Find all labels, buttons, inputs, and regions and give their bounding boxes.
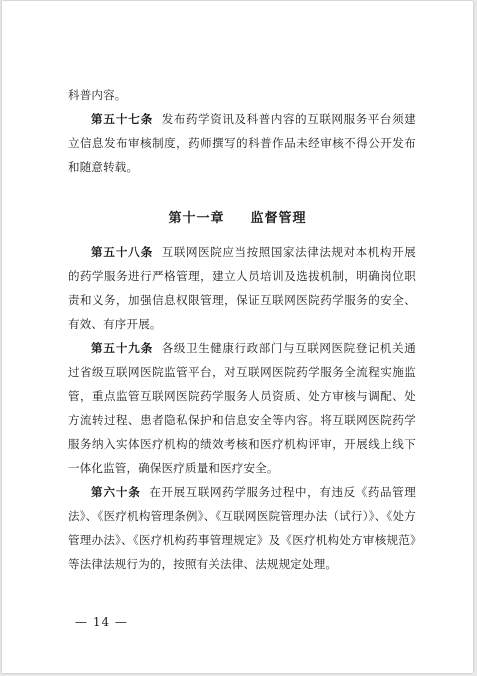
article-59 (68, 336, 416, 480)
article-60-text: 在开展互联网药学服务过程中，有违反《药品管理法》、《医疗机构管理条例》、《互联网医院管理办法（试行）》、《处方管理办法》、《医疗机构药事管理规定》及《医疗机构处方审核规范》等法律法规行为的，按照有关法律、法规规定处理。 (68, 485, 416, 571)
article-57-label: 第五十七条 (91, 112, 154, 126)
document-page (2, 1, 473, 673)
article-58 (68, 240, 416, 336)
article-60 (68, 480, 416, 576)
article-59-text: 各级卫生健康行政部门与互联网医院登记机关通过省级互联网医院监管平台，对互联网医院药学服务全流程实施监管，重点监管互联网医院药学服务人员资质、处方审核与调配、处方流转过程、患者隐私保护和信息安全等内容。将互联网医院药学服务纳入实体医疗机构的绩效考核和医疗机构评审，开展线上线下一体化监管，确保医疗质量和医疗安全。 (68, 341, 417, 475)
text-block-main (68, 240, 416, 576)
page-number: — 14 — (75, 615, 128, 629)
article-57 (68, 107, 416, 179)
article-57-text: 发布药学资讯及科普内容的互联网服务平台须建立信息发布审核制度，药师撰写的科普作品未经审核不得公开发布和随意转载。 (68, 112, 417, 174)
article-58-label: 第五十八条 (91, 245, 154, 259)
chapter-number: 第十一章 (168, 211, 225, 226)
chapter-title: 监督管理 (250, 211, 307, 226)
article-59-label: 第五十九条 (91, 341, 154, 355)
lead-line: 科普内容。 (68, 88, 127, 102)
article-60-label: 第六十条 (91, 485, 141, 499)
article-58-text: 互联网医院应当按照国家法律法规对本机构开展的药学服务进行严格管理，建立人员培训及选拔机制，明确岗位职责和义务，加强信息权限管理，保证互联网医院药学服务的安全、有效、有序开展。 (68, 245, 417, 331)
text-block-top (68, 83, 416, 179)
chapter-heading (2, 207, 473, 226)
